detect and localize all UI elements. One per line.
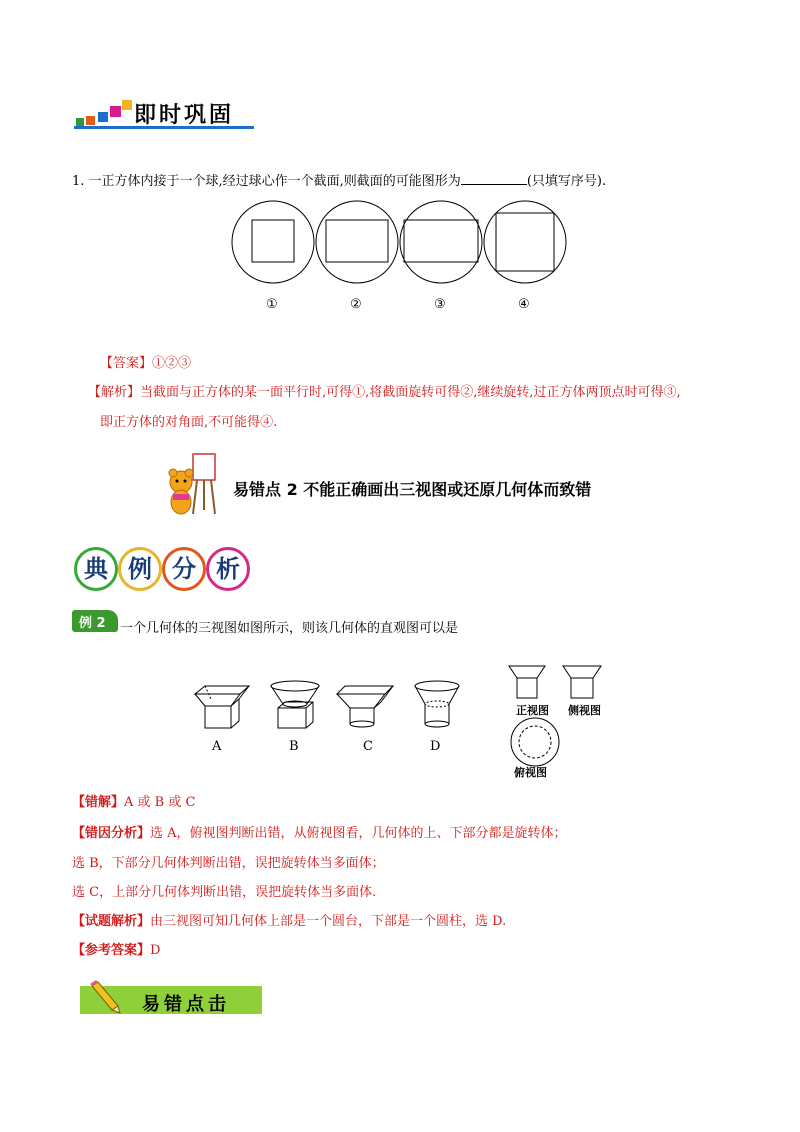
wrong-solution-line <box>72 794 195 812</box>
analysis-text-2: 即正方体的对角面,不可能得④. <box>100 415 278 430</box>
option-d-solid <box>415 681 459 727</box>
question-number: 1. <box>72 174 85 189</box>
banner-char-4: 析 <box>206 547 250 591</box>
option-label-c: C <box>363 739 373 754</box>
reference-value: D <box>150 943 161 958</box>
banner-char-3: 分 <box>162 547 206 591</box>
option-a-solid <box>195 686 249 728</box>
answer-value: ①②③ <box>152 356 192 371</box>
test-analysis-tag: 【试题解析】 <box>72 914 151 929</box>
question-suffix: (只填写序号). <box>526 174 607 189</box>
banner-char-2: 例 <box>118 547 162 591</box>
figure-3 <box>400 201 482 283</box>
figure-1 <box>232 201 314 283</box>
option-b-solid <box>271 681 319 728</box>
decor-square-icon <box>86 116 95 125</box>
cause-line-1 <box>72 825 567 843</box>
option-label-a: A <box>212 739 222 754</box>
reference-tag: 【参考答案】 <box>72 943 151 958</box>
wrong-tag: 【错解】 <box>72 795 125 810</box>
option-label-b: B <box>289 739 299 754</box>
pencil-icon <box>88 980 122 1014</box>
side-view-label: 侧视图 <box>568 704 601 717</box>
banner-title: 即时巩固 <box>134 103 235 128</box>
decor-square-icon <box>76 118 84 126</box>
cause-tag: 【错因分析】 <box>72 826 151 841</box>
typical-example-banner <box>74 545 254 589</box>
figure-label-2: ② <box>350 297 362 312</box>
question-text: 一正方体内接于一个球,经过球心作一个截面,则截面的可能图形为 <box>88 174 461 189</box>
decor-square-icon <box>98 112 108 122</box>
cross-section-figures <box>230 200 570 290</box>
top-view <box>511 718 559 766</box>
top-view-label: 俯视图 <box>514 766 547 779</box>
analysis-line-2 <box>100 414 277 432</box>
answer-blank <box>461 172 527 185</box>
cause-line-2: 选 B，下部分几何体判断出错，误把旋转体当多面体； <box>72 856 385 871</box>
figure-4 <box>484 201 566 283</box>
test-analysis-line <box>72 913 506 931</box>
front-view-label: 正视图 <box>516 704 549 717</box>
figure-2 <box>316 201 398 283</box>
question-1-line <box>72 172 606 191</box>
section-banner-jishigonggu <box>74 98 256 130</box>
analysis-tag: 【解析】 <box>88 385 141 400</box>
answer-tag: 【答案】 <box>100 356 153 371</box>
reference-answer-line <box>72 942 160 960</box>
bottom-banner <box>80 980 262 1014</box>
option-c-solid <box>337 686 393 727</box>
decor-square-icon <box>110 106 121 117</box>
example-2-text: 一个几何体的三视图如图所示，则该几何体的直观图可以是 <box>120 621 459 636</box>
mascot-bear-easel-icon <box>163 452 229 518</box>
cause-line-3: 选 C，上部分几何体判断出错，误把旋转体当多面体. <box>72 885 377 900</box>
solid-options-figure <box>185 672 475 732</box>
banner-char-1: 典 <box>74 547 118 591</box>
side-view <box>563 666 601 698</box>
front-view <box>509 666 545 698</box>
decor-square-icon <box>122 100 132 110</box>
wrong-value: A 或 B 或 C <box>124 795 196 810</box>
error-point-title: 易错点 2 不能正确画出三视图或还原几何体而致错 <box>233 480 592 499</box>
option-label-d: D <box>430 739 441 754</box>
figure-label-1: ① <box>266 297 278 312</box>
cause-text-1: 选 A，俯视图判断出错，从俯视图看，几何体的上、下部分都是旋转体； <box>150 826 567 841</box>
analysis-line-1 <box>88 384 681 402</box>
figure-label-4: ④ <box>518 297 530 312</box>
answer-line <box>100 355 191 373</box>
test-analysis-value: 由三视图可知几何体上部是一个圆台，下部是一个圆柱，选 D. <box>150 914 507 929</box>
bottom-banner-title: 易错点击 <box>142 994 230 1015</box>
analysis-text-1: 当截面与正方体的某一面平行时,可得①,将截面旋转可得②,继续旋转,过正方体两顶点时可得③, <box>140 385 681 400</box>
figure-label-3: ③ <box>434 297 446 312</box>
example-badge: 例 2 <box>72 610 118 632</box>
